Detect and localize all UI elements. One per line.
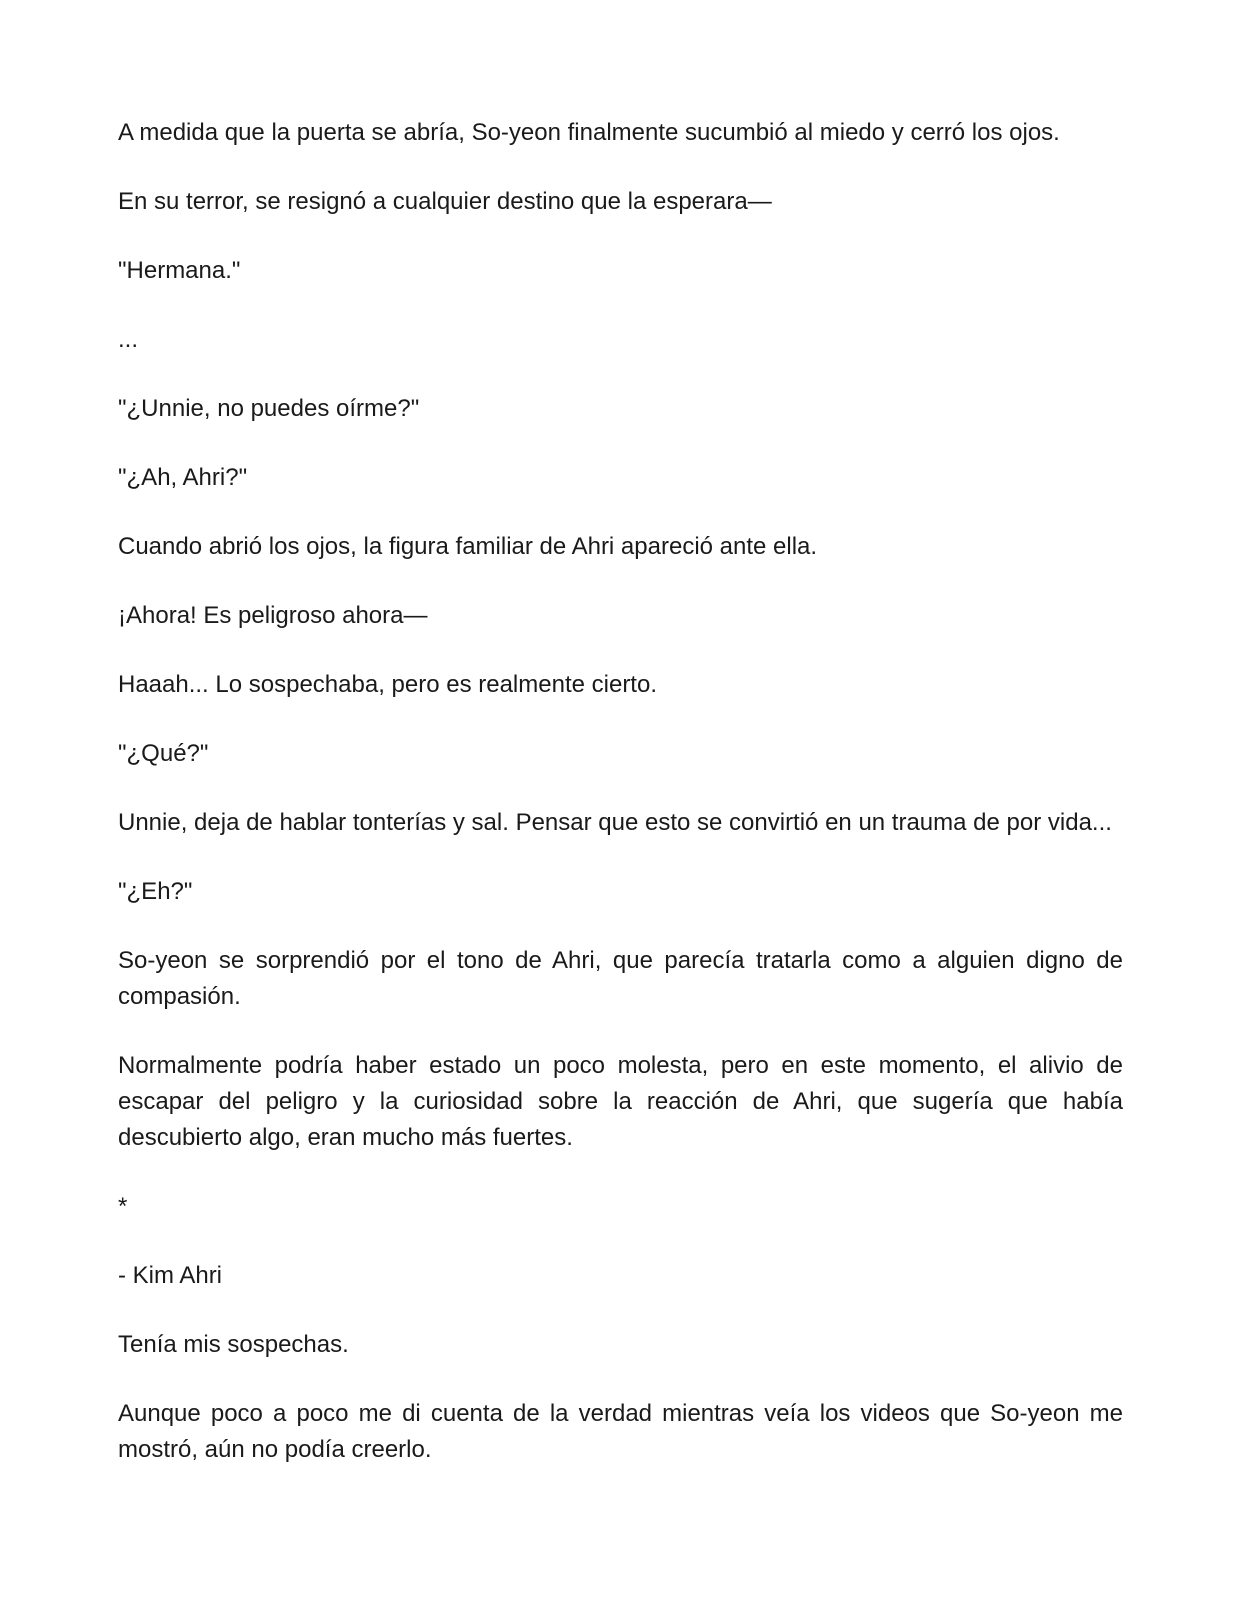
paragraph-10: "¿Qué?" <box>118 740 209 767</box>
document-body <box>118 115 1123 1501</box>
paragraph-12: "¿Eh?" <box>118 878 193 905</box>
paragraph-17: Tenía mis sospechas. <box>118 1331 349 1358</box>
paragraph-1: A medida que la puerta se abría, So-yeon finalmente sucumbió al miedo y cerró los ojos. <box>118 119 1060 146</box>
paragraph-13: So-yeon se sorprendió por el tono de Ahri, que parecía tratarla como a alguien digno de compasión. <box>118 947 1123 1010</box>
section-heading: - Kim Ahri <box>118 1262 223 1289</box>
paragraph-9: Haaah... Lo sospechaba, pero es realmente cierto. <box>118 671 657 698</box>
paragraph-4: ... <box>118 326 139 353</box>
paragraph-18: Aunque poco a poco me di cuenta de la verdad mientras veía los videos que So-yeon me mostró, aún no podía creerlo. <box>118 1400 1123 1463</box>
paragraph-7: Cuando abrió los ojos, la figura familiar de Ahri apareció ante ella. <box>118 533 818 560</box>
paragraph-11: Unnie, deja de hablar tonterías y sal. Pensar que esto se convirtió en un trauma de por vida... <box>118 809 1112 836</box>
paragraph-6: "¿Ah, Ahri?" <box>118 464 248 491</box>
paragraph-8: ¡Ahora! Es peligroso ahora— <box>118 602 428 629</box>
paragraph-5: "¿Unnie, no puedes oírme?" <box>118 395 420 422</box>
paragraph-14: Normalmente podría haber estado un poco molesta, pero en este momento, el alivio de escapar del peligro y la curiosidad sobre la reacción de Ahri, que sugería que había descubierto algo, eran mucho más fuertes. <box>118 1052 1123 1151</box>
paragraph-2: En su terror, se resignó a cualquier destino que la esperara— <box>118 188 772 215</box>
paragraph-3: "Hermana." <box>118 257 241 284</box>
section-separator: * <box>118 1193 128 1220</box>
